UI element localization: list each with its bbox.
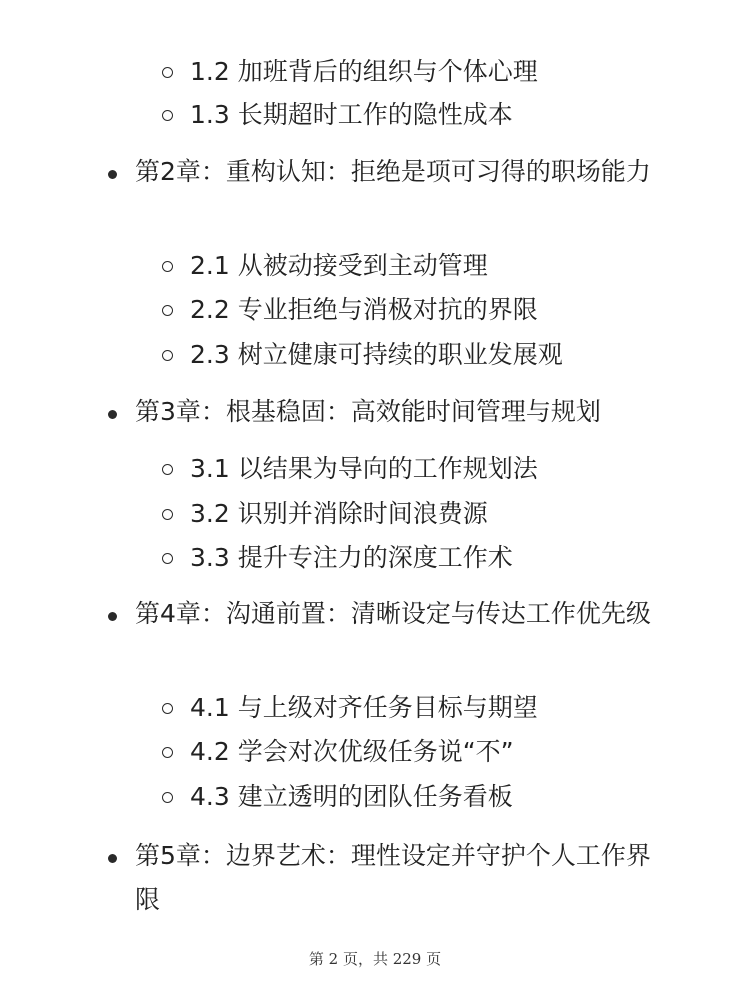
toc-section-item [162, 248, 488, 284]
toc-chapter-item [108, 150, 668, 238]
page-number: 第 2 页，共 229 页 [308, 950, 442, 968]
toc-section-label: 3.1 以结果为导向的工作规划法 [190, 454, 538, 483]
toc-section-item [162, 292, 538, 328]
toc-section-item [162, 779, 513, 815]
toc-section-label: 2.3 树立健康可持续的职业发展观 [190, 340, 563, 369]
toc-chapter-item [108, 390, 668, 434]
solid-bullet-icon [108, 854, 117, 863]
toc-section-label: 2.1 从被动接受到主动管理 [190, 251, 488, 280]
toc-section-item [162, 451, 538, 487]
hollow-bullet-icon [162, 110, 173, 121]
hollow-bullet-icon [162, 350, 173, 361]
hollow-bullet-icon [162, 509, 173, 520]
toc-chapter-title: 第2章：重构认知：拒绝是项可习得的职场能力 [135, 157, 651, 186]
hollow-bullet-icon [162, 261, 173, 272]
toc-section-label: 4.2 学会对次优级任务说“不” [190, 737, 514, 766]
toc-section-label: 2.2 专业拒绝与消极对抗的界限 [190, 295, 538, 324]
toc-section-item [162, 54, 538, 90]
hollow-bullet-icon [162, 553, 173, 564]
toc-chapter-title: 第5章：边界艺术：理性设定并守护个人工作界限 [135, 841, 651, 914]
solid-bullet-icon [108, 612, 117, 621]
toc-chapter-item [108, 834, 668, 922]
toc-section-item [162, 97, 513, 133]
hollow-bullet-icon [162, 67, 173, 78]
hollow-bullet-icon [162, 703, 173, 714]
toc-chapter-item [108, 592, 668, 680]
toc-section-label: 3.2 识别并消除时间浪费源 [190, 499, 488, 528]
hollow-bullet-icon [162, 747, 173, 758]
toc-section-label: 4.1 与上级对齐任务目标与期望 [190, 693, 538, 722]
hollow-bullet-icon [162, 464, 173, 475]
toc-section-label: 1.2 加班背后的组织与个体心理 [190, 57, 538, 86]
toc-chapter-title: 第4章：沟通前置：清晰设定与传达工作优先级 [135, 599, 651, 628]
toc-section-item [162, 496, 488, 532]
toc-section-item [162, 690, 538, 726]
toc-chapter-title: 第3章：根基稳固：高效能时间管理与规划 [135, 397, 601, 426]
toc-section-label: 3.3 提升专注力的深度工作术 [190, 543, 513, 572]
solid-bullet-icon [108, 170, 117, 179]
hollow-bullet-icon [162, 305, 173, 316]
solid-bullet-icon [108, 410, 117, 419]
hollow-bullet-icon [162, 792, 173, 803]
toc-section-label: 1.3 长期超时工作的隐性成本 [190, 100, 513, 129]
toc-section-item [162, 337, 563, 373]
toc-section-item [162, 540, 513, 576]
toc-section-item [162, 734, 514, 770]
toc-section-label: 4.3 建立透明的团队任务看板 [190, 782, 513, 811]
